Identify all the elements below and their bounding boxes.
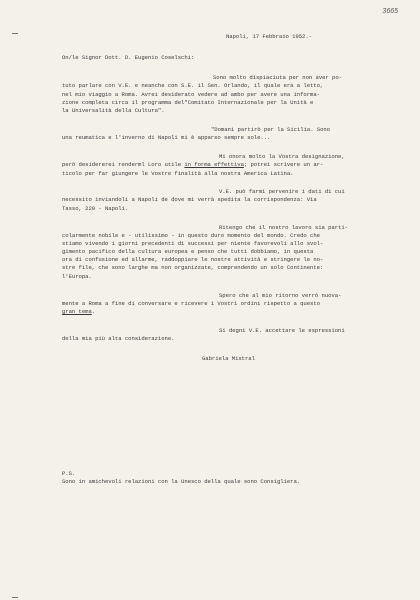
body-line: [62, 161, 323, 169]
postscript-label: P.S.: [62, 470, 76, 477]
body-line: gimento pacifico della cultura europea e penso che tutti dobbiamo, in questa: [62, 248, 314, 255]
body-text: .: [91, 308, 96, 315]
body-line: Spero che al mio ritorno verrò nuova-: [219, 292, 342, 299]
body-line: tuto parlare con V.E. e neanche con S.E. il Sen. Orlando, il quale era a letto,: [62, 82, 324, 89]
body-line: Mi onora molto la Vostra designazione,: [219, 153, 345, 160]
body-line: [62, 308, 95, 316]
body-line: Tasso, 220 - Napoli.: [62, 205, 129, 212]
date-line: Napoli, 17 Febbraio 1952.-: [226, 33, 312, 40]
body-line: una reumatica e l'inverno di Napoli mi è apparso sempre sole...: [62, 134, 271, 141]
body-line: mente a Roma a fine di conversare e ricevere i Vostri ordini rispetto a questo: [62, 300, 320, 307]
body-line: ora di confusione ed allarme, raddoppiare le nostre attività e stringere le no-: [62, 256, 324, 263]
body-line: Sono molto dispiaciuta per non aver po-: [213, 74, 342, 81]
body-text: ; potrei scrivere un ar-: [243, 161, 324, 168]
signature-name: Gabriela Mistral: [202, 355, 255, 362]
body-line: nel mio viaggio a Roma. Avrei desiderato vedere ad ambo per avere una informa-: [62, 91, 320, 98]
body-line: colarmente nobile e - utilissimo - in questo duro momento del mondo. Credo che: [62, 232, 320, 239]
underlined-phrase: gran tema: [62, 308, 92, 315]
body-line: "Domani partirò per la Sicilia. Sono: [211, 126, 331, 133]
body-line: stiamo vivendo i giorni precedenti di successi per niente favorevoli allo svol-: [62, 240, 324, 247]
margin-mark: [12, 597, 18, 598]
body-line: l'Europa.: [62, 273, 92, 280]
body-text: però desidererei renderml Loro utile: [62, 161, 185, 168]
body-line: la Universalità della Cultura".: [62, 107, 165, 114]
body-line: necessito inviandoli a Napoli de dove mi verrà spedita la corrispondenza: Via: [62, 196, 317, 203]
body-line: zione completa circa il programma del"Comitato Internazionale per la Unità e: [62, 99, 314, 106]
body-line: V.E. può farmi pervenire i dati di cui: [219, 188, 345, 195]
archive-number: 3665: [382, 8, 398, 15]
closing-line: della mia più alta considerazione.: [62, 335, 175, 342]
underlined-phrase: in forma effettiva: [184, 161, 244, 168]
body-line: ticolo per far giungere le Vostre finalità alla nostra America Latina.: [62, 170, 294, 177]
margin-mark: [12, 33, 18, 34]
body-line: Ritengo che il nostro lavoro sia parti-: [219, 224, 348, 231]
postscript-text: Sono in amichevoli relazioni con la Unesco della quale sono Consigliera.: [62, 478, 301, 485]
closing-line: Si degni V.E. accettare le espressioni: [219, 327, 345, 334]
addressee-line: On/le Signor Dott. D. Eugenio Coselschi:: [62, 54, 195, 61]
body-line: stre file, che sono larghe ma non organizzate, comprendendo un solo Continente:: [62, 264, 324, 271]
